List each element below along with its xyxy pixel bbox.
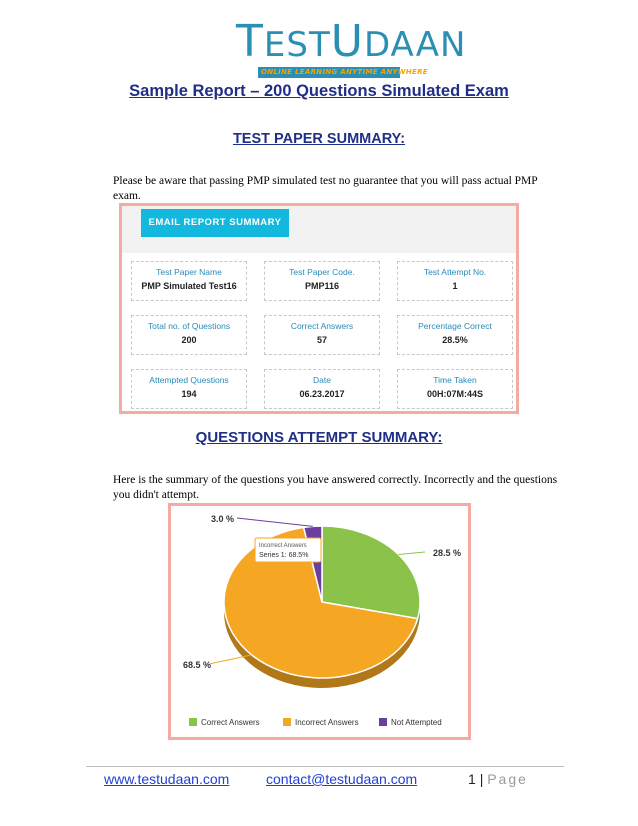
questions-attempt-summary-heading: QUESTIONS ATTEMPT SUMMARY: [195,429,443,446]
email-link[interactable]: contact@testudaan.com [266,771,418,787]
disclaimer-paragraph: Please be aware that passing PMP simulated test no guarantee that you will pass actual PMP exam. [113,175,538,202]
testudaan-logo [236,16,467,78]
legend-label-not-attempted[interactable]: Not Attempted [391,718,442,727]
summary-cell-attempted-questions: Attempted Questions 194 [131,369,247,409]
summary-cell-date: Date 06.23.2017 [264,369,380,409]
legend-label-incorrect-answers[interactable]: Incorrect Answers [295,718,359,727]
pie-tooltip-value: Series 1: 68.5% [259,552,309,559]
legend-label-correct-answers[interactable]: Correct Answers [201,718,260,727]
pie-leader-not-attempted [237,518,313,526]
logo-wordmark: TESTUDAAN [236,16,467,67]
test-paper-summary-heading: TEST PAPER SUMMARY: [232,131,406,147]
footer-email [266,771,417,787]
pie-data-label-correct-answers: 28.5 % [433,548,462,558]
footer-website [104,771,229,787]
report-summary-panel [119,203,519,414]
logo-tagline: ONLINE LEARNING ANYTIME ANYWHERE [258,67,400,78]
footer-page-number: 1 | Page [468,771,528,787]
legend-swatch-not-attempted [379,718,387,726]
summary-cell-correct-answers: Correct Answers 57 [264,315,380,355]
pie-leader-incorrect-answers [209,655,252,664]
attempt-pie-chart [171,506,468,737]
page-word: Page [487,771,528,787]
summary-cell-test-attempt-no: Test Attempt No. 1 [397,261,513,301]
summary-cell-time-taken: Time Taken 00H:07M:44S [397,369,513,409]
pie-data-label-incorrect-answers: 68.5 % [183,660,212,670]
footer-divider [86,766,564,767]
legend-swatch-incorrect-answers [283,718,291,726]
attempt-pie-chart-panel [168,503,471,740]
pie-leader-correct-answers [398,552,425,554]
summary-cell-test-paper-name: Test Paper Name PMP Simulated Test16 [131,261,247,301]
summary-cell-test-paper-code: Test Paper Code. PMP116 [264,261,380,301]
summary-cell-percentage-correct: Percentage Correct 28.5% [397,315,513,355]
email-report-summary-button[interactable]: EMAIL REPORT SUMMARY [141,209,289,237]
attempt-summary-paragraph: Here is the summary of the questions you have answered correctly. Incorrectly and the questions you didn't attempt. [113,474,558,501]
document-title: Sample Report – 200 Questions Simulated Exam [129,82,509,100]
pie-tooltip-title: Incorrect Answers [259,543,307,549]
pie-tooltip [255,538,321,562]
legend-swatch-correct-answers [189,718,197,726]
website-link[interactable]: www.testudaan.com [104,771,230,787]
summary-cell-total-questions: Total no. of Questions 200 [131,315,247,355]
report-header-bar [122,206,516,253]
pie-data-label-not-attempted: 3.0 % [211,514,235,524]
